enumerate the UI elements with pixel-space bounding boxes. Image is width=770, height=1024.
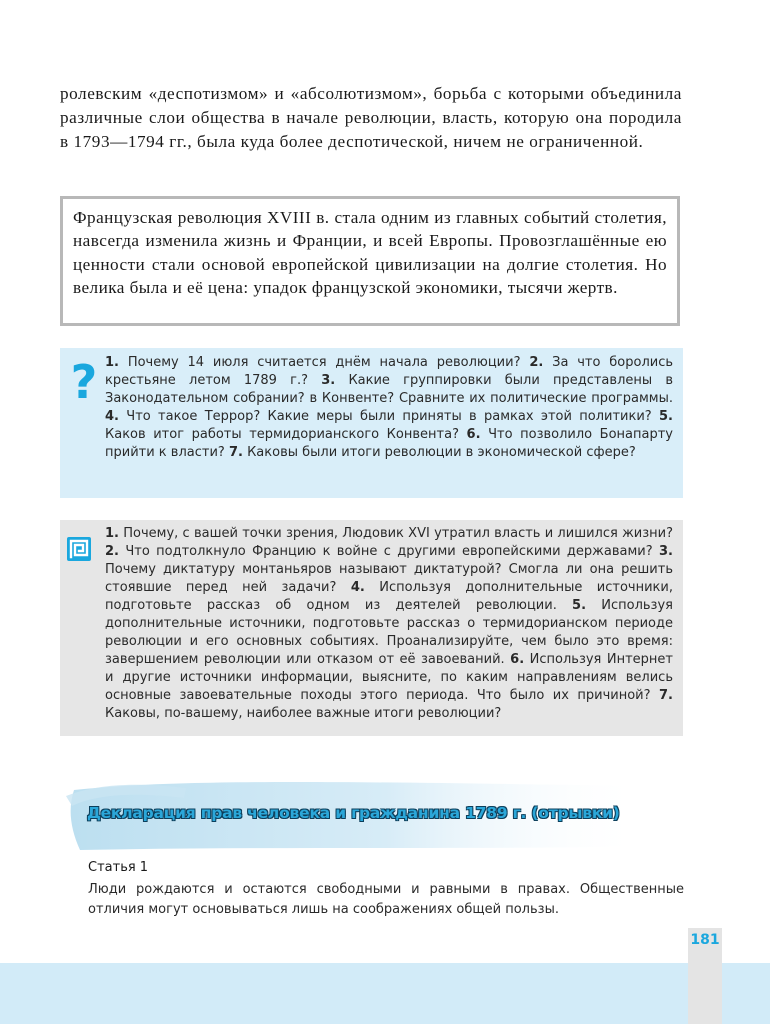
task-number: 7. [659,688,673,703]
question-number: 3. [321,373,336,388]
task-number: 2. [105,544,119,559]
task-text: Каковы, по-вашему, наиболее важные итоги революции? [105,706,502,721]
task-number: 3. [659,544,673,559]
task-number: 5. [572,598,587,613]
question-text: Что такое Террор? Какие меры были приняты в рамках этой политики? [126,409,652,424]
question-mark-icon: ? [70,355,98,409]
page-number-tab [688,928,722,1024]
page-number: 181 [690,932,720,948]
greek-key-spiral-icon [67,537,91,561]
question-text: Каков итог работы термидорианского Конвента? [105,427,459,442]
question-number: 6. [466,427,481,442]
task-number: 1. [105,526,119,541]
intro-paragraph: ролевским «деспотизмом» и «абсолютизмом», борьба с которыми объединила различные слои общества в начале революции, власть, которую она породила в 1793—1794 гг., была куда более деспотической, ничем не ограниченной. [60,84,682,151]
tasks-list [105,525,673,723]
task-number: 6. [510,652,525,667]
task-text: Используя Интернет и другие источники информации, выясните, по каким направлениям велись основные завоевательные походы этого периода. Что было их причиной? [105,652,673,703]
task-text: Почему, с вашей точки зрения, Людовик XVI утратил власть и лишился жизни? [123,526,673,541]
article-text: Люди рождаются и остаются свободными и равными в правах. Общественные отличия могут основываться лишь на соображениях общей пользы. [88,882,684,917]
question-text: Каковы были итоги революции в экономической сфере? [247,445,636,460]
tasks-box [60,520,683,736]
question-text: Что позволило Бонапарту прийти к власти? [105,427,674,460]
document-title: Декларация прав человека и гражданина 1789 г. (отрывки) [87,804,620,822]
document-title-banner [66,776,644,852]
task-text: Используя дополнительные источники, подготовьте рассказ об одном из деятелей революции. [105,580,673,613]
question-number: 4. [105,409,119,424]
question-text: Какие группировки были представлены в Законодательном собрании? в Конвенте? Сравните их политические программы. [105,373,674,406]
question-text: За что боролись крестьяне летом 1789 г.? [105,355,674,388]
task-text: Что подтолкнуло Францию к войне с другими европейскими державами? [125,544,653,559]
questions-box [60,348,683,498]
conclusion-box: Французская революция XVIII в. стала одним из главных событий столетия, навсегда изменила жизнь и Франции, и всей Европы. Провозглашённые ею ценности стали основой европейской цивилизации на долгие столетия. Но велика была и её цена: упадок французской экономики, тысячи жертв. [60,196,680,326]
task-text: Используя дополнительные источники, подготовьте рассказ о термидорианском периоде революции и его основных событиях. Проанализируйте, чем было это время: завершением революции или отказом от её завоеваний. [105,598,673,667]
question-number: 7. [228,445,243,460]
task-number: 4. [350,580,365,595]
article-heading: Статья 1 [88,860,149,875]
task-text: Почему диктатуру монтаньяров называют диктатурой? Смогла ли она решить стоявшие перед ней задачи? [105,562,673,595]
question-number: 5. [659,409,673,424]
question-number: 1. [105,355,119,370]
question-text: Почему 14 июля считается днём начала революции? [127,355,521,370]
questions-list [105,354,673,462]
footer-band [0,963,770,1024]
question-number: 2. [529,355,544,370]
